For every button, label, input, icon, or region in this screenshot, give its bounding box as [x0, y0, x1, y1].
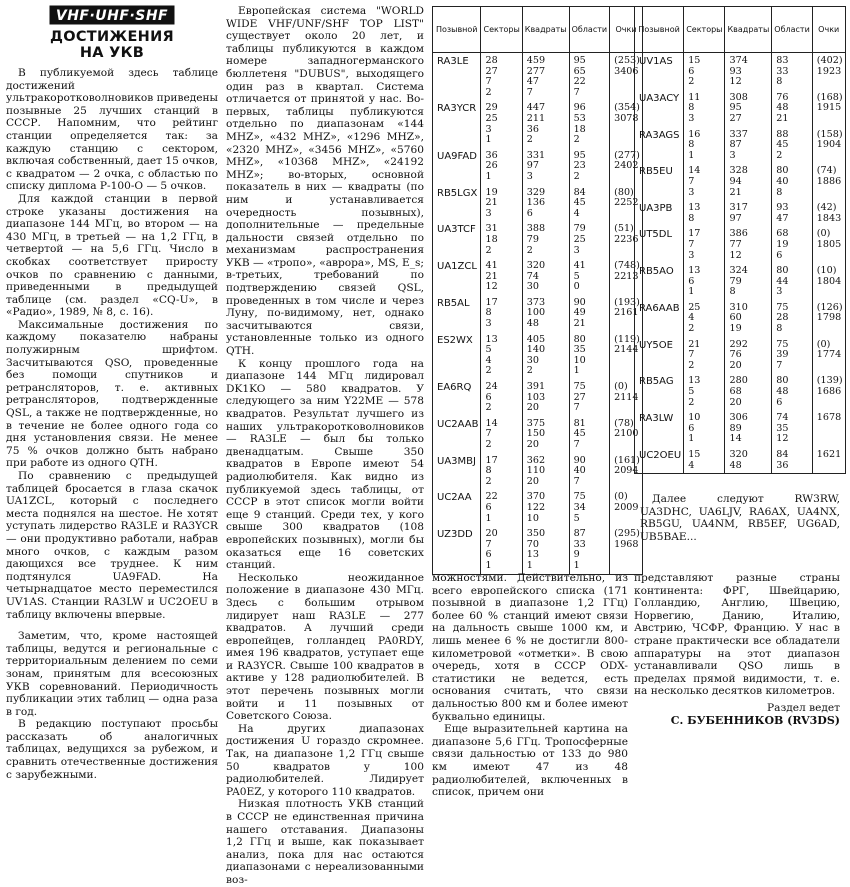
col2-paragraph-5: Низкая плотность УКВ станций в СССР не единственная причина нашего отставания. Диапазоны 1,2 ГГц и выше, как показывает анализ, пока для нас остаются диапазонами с нереализованными воз-: [226, 798, 424, 886]
squares-cell: 324 79 8: [725, 263, 772, 300]
column-1: [6, 5, 218, 781]
points-cell: (193) 2161: [610, 295, 643, 332]
table-body-right: [635, 53, 846, 474]
squares-cell: 328 94 21: [725, 163, 772, 200]
sectors-cell: 17 7 3: [684, 226, 725, 263]
col1-paragraph-4: По сравнению с предыдущей таблицей бросается в глаза скачок UA1ZCL, который с последнего места поднялся на шестое. Не хотят уступать лидерство RA3LE и RA3YCR — они продуктивно работали, набрав много очков, с каждым разом дающихся все труднее. К ним подтянулся UA9FAD. На четырнадцатое место переместился UV1AS. Станции RA3LW и UC2OEU в таблицу включены впервые.: [6, 470, 218, 621]
table-header-row: [433, 7, 643, 53]
squares-cell: 308 95 27: [725, 90, 772, 127]
table-row: [635, 410, 846, 447]
col1-paragraph-5: Заметим, что, кроме настоящей таблицы, ведутся и региональные с территориальным делением по семи зонам, принятым для всесоюзных УКВ соревнований. Периодичность публикации этих таблиц — одна раза в год.: [6, 630, 218, 718]
points-cell: (0) 2114: [610, 379, 643, 416]
callsign-cell: RB5AL: [433, 295, 481, 332]
callsign-cell: UA3MBJ: [433, 453, 481, 490]
table-row: [635, 263, 846, 300]
points-cell: 1678: [812, 410, 845, 447]
callsign-cell: ES2WX: [433, 332, 481, 379]
regions-cell: 75 39 7: [772, 337, 813, 374]
table-row: [433, 100, 643, 147]
table-row: [635, 200, 846, 226]
regions-cell: 80 35 10 1: [569, 332, 610, 379]
sectors-cell: 15 6 2: [684, 53, 725, 90]
regions-cell: 79 25 3: [569, 221, 610, 258]
points-cell: (80) 2252: [610, 185, 643, 222]
points-cell: (0) 1805: [812, 226, 845, 263]
regions-cell: 81 45 7: [569, 416, 610, 453]
regions-cell: 96 53 18 2: [569, 100, 610, 147]
table-row: [433, 53, 643, 101]
table-row: [635, 337, 846, 374]
sectors-cell: 41 21 12: [481, 258, 522, 295]
table-row: [635, 300, 846, 337]
callsign-cell: UT5DL: [635, 226, 684, 263]
callsign-cell: UZ3DD: [433, 526, 481, 574]
intro-paragraph: В публикуемой здесь таблице достижений ультракоротковолновиков приведены позывные 25 лучших станций в СССР. Напомним, что рейтинг станции определяется так: за каждую станцию с сектором, включая собственный, дает 15 очков, с квадратом — 2 очка, с областью по списку диплома Р-100-О — 5 очков.: [6, 67, 218, 193]
following-callsigns-note: [640, 493, 840, 543]
table-row: [433, 185, 643, 222]
table-row: [635, 127, 846, 164]
squares-cell: 362 110 20: [522, 453, 569, 490]
table-row: [433, 332, 643, 379]
following-callsigns-text: Далее следуют RW3RW, UA3DHC, UA6LJV, RA6AX, UA4NX, RB5GU, UA4NM, RB5EF, UG6AD, UB5BAE...: [640, 493, 840, 543]
table-row: [433, 221, 643, 258]
points-cell: (0) 1774: [812, 337, 845, 374]
points-cell: (295) 1968: [610, 526, 643, 574]
callsign-cell: UA3TCF: [433, 221, 481, 258]
sectors-cell: 13 5 2: [684, 373, 725, 410]
sectors-cell: 29 25 3 1: [481, 100, 522, 147]
regions-cell: 95 65 22 7: [569, 53, 610, 101]
table-row: [433, 258, 643, 295]
squares-cell: 317 97: [725, 200, 772, 226]
col1-paragraph-6: В редакцию поступают просьбы рассказать об аналогичных таблицах, ведущихся за рубежом, и сравнить отечественные достижения с зарубежными.: [6, 718, 218, 781]
sectors-cell: 14 7 3: [684, 163, 725, 200]
vhf-uhf-shf-banner: [49, 5, 175, 25]
regions-cell: 80 40 8: [772, 163, 813, 200]
sectors-cell: 14 7 2: [481, 416, 522, 453]
sectors-cell: 15 4: [684, 447, 725, 474]
table-row: [433, 416, 643, 453]
col2-paragraph-4: На других диапазонах достижения U гораздо скромнее. Так, на диапазоне 1,2 ГГц свыше 50 квадратов у 100 радиолюбителей. Лидирует PA0EZ, у которого 110 квадратов.: [226, 722, 424, 798]
points-cell: (748) 2213: [610, 258, 643, 295]
table-row: [433, 526, 643, 574]
squares-cell: 306 89 14: [725, 410, 772, 447]
squares-cell: 405 140 30 2: [522, 332, 569, 379]
achievements-table-left: [432, 6, 643, 575]
header-regions: Области: [772, 7, 813, 53]
callsign-cell: RB5AO: [635, 263, 684, 300]
points-cell: (161) 2094: [610, 453, 643, 490]
table-row: [635, 373, 846, 410]
sectors-cell: 20 7 6 1: [481, 526, 522, 574]
squares-cell: 337 87 3: [725, 127, 772, 164]
banner-text: VHF·UHF·SHF: [55, 8, 169, 24]
sectors-cell: 31 18 2: [481, 221, 522, 258]
squares-cell: 329 136 6: [522, 185, 569, 222]
points-cell: (78) 2100: [610, 416, 643, 453]
sectors-cell: 13 6 1: [684, 263, 725, 300]
regions-cell: 93 47: [772, 200, 813, 226]
sectors-cell: 25 4 2: [684, 300, 725, 337]
table-row: [635, 226, 846, 263]
col2-paragraph-2: К концу прошлого года на диапазоне 144 МГц лидировал DK1KO — 580 квадратов. У следующего за ним Y22ME — 578 квадратов. Результат лучшего из наших ультракоротковолновиков — RA3LE — был бы только двенадцатым. Свыше 350 квадратов в Европе имеют 54 радиолюбителя. Как видно из публикуемой здесь таблицы, от СССР в этот список могли войти еще 9 станций. Среди тех, у кого свыше 300 квадратов (108 европейских позывных), могли бы оказаться еще 16 советских станций.: [226, 357, 424, 572]
callsign-cell: UC2AA: [433, 489, 481, 526]
callsign-cell: UA3ACY: [635, 90, 684, 127]
sectors-cell: 11 8 3: [684, 90, 725, 127]
squares-cell: 320 48: [725, 447, 772, 474]
regions-cell: 90 49 21: [569, 295, 610, 332]
regions-cell: 80 44 3: [772, 263, 813, 300]
table-row: [635, 90, 846, 127]
callsign-cell: RB5LGX: [433, 185, 481, 222]
table-body-left: [433, 53, 643, 575]
squares-cell: 459 277 47 7: [522, 53, 569, 101]
header-points: Очки: [812, 7, 845, 53]
squares-cell: 331 97 3: [522, 148, 569, 185]
callsign-cell: UA3PB: [635, 200, 684, 226]
regions-cell: 95 23 2: [569, 148, 610, 185]
squares-cell: 373 100 48: [522, 295, 569, 332]
sectors-cell: 36 26 1: [481, 148, 522, 185]
achievements-table-right: [634, 6, 846, 474]
col1-paragraph-3: Максимальные достижения по каждому показателю набраны полужирным шрифтом. Засчитываются QSO, проведенные без помощи спутников и ретрансляторов, т. е. активных ретрансляторов, подтвержденные QSL, а также не подтвержденные, но в течение не более одного года со дня установления связи. Не менее 75 % очков должно быть набрано при работе из одного QTH.: [6, 318, 218, 470]
regions-cell: 75 27 7: [569, 379, 610, 416]
col3-paragraph-2: Еще выразительней картина на диапазоне 5,6 ГГц. Тропосферные связи дальностью от 133 до 980 км имеют 47 из 48 радиолюбителей, включенных в список, причем они: [432, 723, 628, 799]
sectors-cell: 19 21 3: [481, 185, 522, 222]
squares-cell: 388 79 2: [522, 221, 569, 258]
regions-cell: 87 33 9 1: [569, 526, 610, 574]
callsign-cell: EA6RQ: [433, 379, 481, 416]
callsign-cell: UV1AS: [635, 53, 684, 90]
table-row: [433, 379, 643, 416]
callsign-cell: RB5EU: [635, 163, 684, 200]
header-squares: Квадраты: [522, 7, 569, 53]
table-row: [433, 489, 643, 526]
squares-cell: 370 122 10: [522, 489, 569, 526]
points-cell: (402) 1923: [812, 53, 845, 90]
regions-cell: 68 19 6: [772, 226, 813, 263]
callsign-cell: RA3LW: [635, 410, 684, 447]
regions-cell: 80 48 6: [772, 373, 813, 410]
squares-cell: 292 76 20: [725, 337, 772, 374]
header-sectors: Секторы: [684, 7, 725, 53]
points-cell: (10) 1804: [812, 263, 845, 300]
sectors-cell: 17 8 2: [481, 453, 522, 490]
points-cell: 1621: [812, 447, 845, 474]
callsign-cell: RB5AG: [635, 373, 684, 410]
article-title-line-2: НА УКВ: [79, 45, 145, 61]
squares-cell: 374 93 12: [725, 53, 772, 90]
sectors-cell: 13 5 4 2: [481, 332, 522, 379]
header-squares: Квадраты: [725, 7, 772, 53]
article-title-line-1: ДОСТИЖЕНИЯ: [50, 29, 174, 45]
regions-cell: 76 48 21: [772, 90, 813, 127]
section-editor-name: С. БУБЕННИКОВ (RV3DS): [670, 713, 840, 727]
regions-cell: 84 45 4: [569, 185, 610, 222]
points-cell: (126) 1798: [812, 300, 845, 337]
sectors-cell: 16 8 1: [684, 127, 725, 164]
sectors-cell: 22 6 1: [481, 489, 522, 526]
header-callsign: Позывной: [635, 7, 684, 53]
regions-cell: 74 35 12: [772, 410, 813, 447]
callsign-cell: UA1ZCL: [433, 258, 481, 295]
col3-paragraph-1: можностями. Действительно, из всего европейского списка (171 позывной в диапазоне 1,2 ГГц) более 60 % станций имеют связи на дальность свыше 1000 км, и лишь менее 6 % не достигли 800-километровой «отметки». В свою очередь, хотя в СССР ODX-статистики не ведется, есть основания считать, что связи дальностью 800 км и более имеют буквально единицы.: [432, 572, 628, 723]
squares-cell: 320 74 30: [522, 258, 569, 295]
col2-paragraph-3: Несколько неожиданное положение в диапазоне 430 МГц. Здесь с большим отрывом лидирует наш RA3LE — 277 квадратов. А лучший среди европейцев, голландец PA0RDY, имея 196 квадратов, уступает еще и RA3YCR. Свыше 100 квадратов в активе у 128 радиолюбителей. В этот перечень позывных могли войти и 11 позывных от Советского Союза.: [226, 571, 424, 723]
callsign-cell: UC2AAB: [433, 416, 481, 453]
section-editor-label: Раздел ведет: [767, 701, 840, 714]
squares-cell: 350 70 13 1: [522, 526, 569, 574]
regions-cell: 88 45 2: [772, 127, 813, 164]
callsign-cell: UA9FAD: [433, 148, 481, 185]
squares-cell: 386 77 12: [725, 226, 772, 263]
header-points: Очки: [610, 7, 643, 53]
col2-paragraph-1: Европейская система "WORLD WIDE VHF/UNF/SHF TOP LIST" существует около 20 лет, и таблицы публикуются в каждом номере западногерманского бюллетеня "DUBUS", выходящего один раз в квартал. Система отличается от принятой у нас. Во-первых, таблицы публикуются отдельно по диапазонам «144 MHZ», «432 MHZ», «1296 MHZ», «2320 MHZ», «3456 MHZ», «5760 MHZ», «10368 MHZ», «24192 MHZ»; во-вторых, основной показатель в них — квадраты (по ним и устанавливается очередность позывных), дополнительные — предельные дальности связей отдельно по механизмам распространения УКВ — «тропо», «аврора», MS, E_s; в-третьих, требований по подтверждению связей QSL, проведенных в том числе и через Луну, по-видимому, нет, однако засчитываются связи, установленные только из одного QTH.: [226, 5, 424, 358]
regions-cell: 41 5 0: [569, 258, 610, 295]
table-row: [635, 53, 846, 90]
squares-cell: 391 103 20: [522, 379, 569, 416]
table-row: [635, 447, 846, 474]
sectors-cell: 21 7 2: [684, 337, 725, 374]
table-row: [635, 163, 846, 200]
col4-paragraph-1: представляют разные страны континента: ФРГ, Швейцарию, Голландию, Англию, Швецию, Норвегию, Данию, Италию, Австрию, ЧСФР, Францию. У нас в стране практически все обладатели аппаратуры на этот диапазон устанавливали QSO лишь в пределах прямой видимости, т. е. на несколько десятков километров.: [634, 572, 840, 698]
regions-cell: 84 36: [772, 447, 813, 474]
col1-paragraph-2: Для каждой станции в первой строке указаны достижения на диапазоне 144 МГц, во втором — на 430 МГц, в третьей — на 1,2 ГГц, в четвертой — на 5,6 ГГц. Число в скобках соответствует приросту очков по сравнению с данными, приведенными в предыдущей таблице (см. раздел «CQ-U», в «Радио», 1989, № 8, с. 16).: [6, 192, 218, 319]
table-row: [433, 453, 643, 490]
header-callsign: Позывной: [433, 7, 481, 53]
squares-cell: 280 68 20: [725, 373, 772, 410]
callsign-cell: RA3AGS: [635, 127, 684, 164]
points-cell: (158) 1904: [812, 127, 845, 164]
column-2: [226, 5, 424, 887]
squares-cell: 375 150 20: [522, 416, 569, 453]
points-cell: (74) 1886: [812, 163, 845, 200]
callsign-cell: UY5OE: [635, 337, 684, 374]
sectors-cell: 17 8 3: [481, 295, 522, 332]
points-cell: (354) 3078: [610, 100, 643, 147]
points-cell: (277) 2402: [610, 148, 643, 185]
regions-cell: 75 34 5: [569, 489, 610, 526]
regions-cell: 83 33 8: [772, 53, 813, 90]
points-cell: (168) 1915: [812, 90, 845, 127]
header-sectors: Секторы: [481, 7, 522, 53]
squares-cell: 447 211 36 2: [522, 100, 569, 147]
table-row: [433, 148, 643, 185]
points-cell: (0) 2009: [610, 489, 643, 526]
regions-cell: 75 28 8: [772, 300, 813, 337]
points-cell: (51) 2236: [610, 221, 643, 258]
callsign-cell: RA3LE: [433, 53, 481, 101]
regions-cell: 90 40 7: [569, 453, 610, 490]
points-cell: (253) 3406: [610, 53, 643, 101]
callsign-cell: RA3YCR: [433, 100, 481, 147]
sectors-cell: 28 27 7 2: [481, 53, 522, 101]
table-header-row: [635, 7, 846, 53]
table-row: [433, 295, 643, 332]
points-cell: (139) 1686: [812, 373, 845, 410]
column-4: [634, 572, 840, 727]
header-regions: Области: [569, 7, 610, 53]
column-3: [432, 572, 628, 799]
sectors-cell: 24 6 2: [481, 379, 522, 416]
points-cell: (42) 1843: [812, 200, 845, 226]
callsign-cell: UC2OEU: [635, 447, 684, 474]
squares-cell: 310 60 19: [725, 300, 772, 337]
sectors-cell: 10 6 1: [684, 410, 725, 447]
sectors-cell: 13 8: [684, 200, 725, 226]
points-cell: (119) 2144: [610, 332, 643, 379]
callsign-cell: RA6AAB: [635, 300, 684, 337]
